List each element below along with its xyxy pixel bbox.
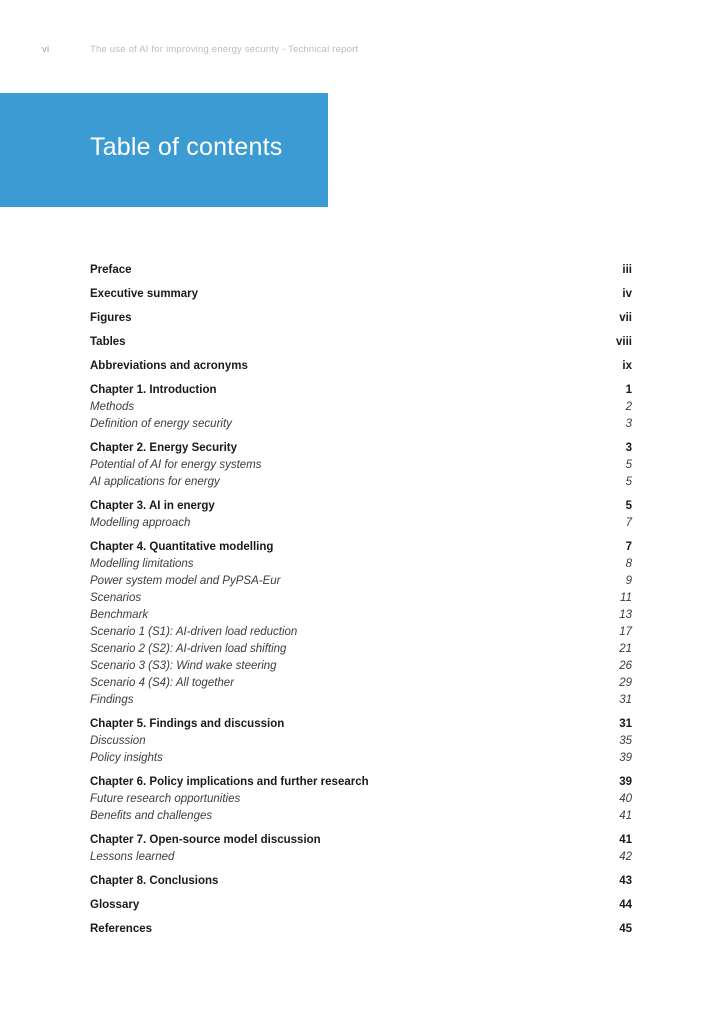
toc-entry-label: Abbreviations and acronyms — [90, 360, 248, 372]
table-of-contents — [90, 262, 632, 938]
toc-entry-label: Modelling limitations — [90, 558, 194, 570]
toc-entry-page: ix — [622, 360, 632, 372]
toc-entry-page: 5 — [625, 459, 632, 471]
toc-entry-label: Policy insights — [90, 752, 163, 764]
toc-entry-label: Lessons learned — [90, 851, 175, 863]
toc-entry — [90, 573, 632, 590]
toc-entry-page: 44 — [619, 899, 632, 911]
page-folio: vi — [42, 44, 50, 55]
toc-entry-page: 5 — [625, 500, 632, 512]
toc-entry-page: iv — [622, 288, 632, 300]
toc-entry-page: 1 — [625, 384, 632, 396]
toc-entry — [90, 515, 632, 532]
toc-entry — [90, 457, 632, 474]
toc-entry-label: AI applications for energy — [90, 476, 220, 488]
toc-entry-page: 7 — [625, 517, 632, 529]
toc-entry — [90, 358, 632, 375]
toc-entry-page: 7 — [625, 541, 632, 553]
toc-entry — [90, 641, 632, 658]
toc-entry-page: 2 — [625, 401, 632, 413]
toc-entry-page: 31 — [619, 718, 632, 730]
toc-entry-page: iii — [622, 264, 632, 276]
toc-entry-label: Definition of energy security — [90, 418, 232, 430]
toc-entry-page: 21 — [619, 643, 632, 655]
toc-entry-page: 17 — [619, 626, 632, 638]
toc-entry-label: Scenarios — [90, 592, 142, 604]
toc-entry-label: Potential of AI for energy systems — [90, 459, 262, 471]
toc-entry — [90, 539, 632, 556]
toc-entry-page: vii — [619, 312, 632, 324]
toc-entry-page: 35 — [619, 735, 632, 747]
toc-entry — [90, 607, 632, 624]
toc-entry-page: viii — [616, 336, 632, 348]
toc-entry-page: 40 — [619, 793, 632, 805]
running-header-title: The use of AI for improving energy security - Technical report — [90, 44, 359, 55]
toc-entry — [90, 849, 632, 866]
toc-entry-label: Chapter 7. Open-source model discussion — [90, 834, 321, 846]
toc-entry — [90, 750, 632, 767]
toc-entry-label: Chapter 8. Conclusions — [90, 875, 219, 887]
toc-entry — [90, 416, 632, 433]
toc-entry — [90, 658, 632, 675]
toc-entry — [90, 334, 632, 351]
toc-entry — [90, 556, 632, 573]
toc-entry-label: Executive summary — [90, 288, 199, 300]
toc-entry-page: 9 — [625, 575, 632, 587]
toc-entry-label: Future research opportunities — [90, 793, 241, 805]
toc-entry — [90, 873, 632, 890]
toc-entry — [90, 624, 632, 641]
toc-entry — [90, 498, 632, 515]
toc-entry — [90, 897, 632, 914]
toc-entry-page: 43 — [619, 875, 632, 887]
toc-entry — [90, 382, 632, 399]
toc-entry — [90, 716, 632, 733]
toc-entry — [90, 590, 632, 607]
toc-entry-label: Power system model and PyPSA-Eur — [90, 575, 281, 587]
toc-entry-label: Scenario 4 (S4): All together — [90, 677, 235, 689]
toc-entry-page: 13 — [619, 609, 632, 621]
toc-entry-label: Chapter 6. Policy implications and further research — [90, 776, 369, 788]
toc-entry — [90, 675, 632, 692]
toc-entry-label: Scenario 1 (S1): AI-driven load reduction — [90, 626, 298, 638]
toc-entry-page: 39 — [619, 776, 632, 788]
toc-entry-page: 31 — [619, 694, 632, 706]
toc-entry-label: Benchmark — [90, 609, 149, 621]
toc-entry — [90, 832, 632, 849]
toc-entry — [90, 692, 632, 709]
toc-entry-label: Figures — [90, 312, 132, 324]
toc-entry-label: Modelling approach — [90, 517, 191, 529]
toc-entry-label: Benefits and challenges — [90, 810, 213, 822]
toc-entry-label: Scenario 2 (S2): AI-driven load shifting — [90, 643, 287, 655]
toc-entry-page: 42 — [619, 851, 632, 863]
toc-entry-page: 39 — [619, 752, 632, 764]
page-title: Table of contents — [90, 133, 283, 161]
toc-entry-page: 3 — [625, 418, 632, 430]
toc-entry-label: Glossary — [90, 899, 140, 911]
toc-entry-label: Chapter 4. Quantitative modelling — [90, 541, 274, 553]
toc-entry-label: References — [90, 923, 153, 935]
toc-entry-page: 41 — [619, 810, 632, 822]
toc-entry-label: Discussion — [90, 735, 146, 747]
toc-banner — [0, 93, 328, 207]
toc-entry-page: 45 — [619, 923, 632, 935]
toc-entry — [90, 791, 632, 808]
toc-entry — [90, 286, 632, 303]
toc-entry — [90, 474, 632, 491]
toc-entry-label: Scenario 3 (S3): Wind wake steering — [90, 660, 277, 672]
toc-entry-page: 26 — [619, 660, 632, 672]
toc-entry — [90, 774, 632, 791]
toc-entry-page: 8 — [625, 558, 632, 570]
toc-entry-page: 3 — [625, 442, 632, 454]
toc-entry-label: Chapter 5. Findings and discussion — [90, 718, 285, 730]
toc-entry — [90, 399, 632, 416]
toc-entry — [90, 921, 632, 938]
toc-entry-page: 41 — [619, 834, 632, 846]
toc-entry-label: Findings — [90, 694, 134, 706]
toc-entry-label: Preface — [90, 264, 132, 276]
toc-entry-label: Chapter 1. Introduction — [90, 384, 217, 396]
toc-entry — [90, 808, 632, 825]
toc-entry-label: Chapter 2. Energy Security — [90, 442, 237, 454]
toc-entry-label: Chapter 3. AI in energy — [90, 500, 215, 512]
toc-entry-label: Tables — [90, 336, 126, 348]
toc-entry — [90, 440, 632, 457]
toc-entry-page: 11 — [620, 592, 632, 604]
toc-entry-label: Methods — [90, 401, 135, 413]
toc-entry — [90, 310, 632, 327]
toc-entry — [90, 262, 632, 279]
toc-entry-page: 29 — [619, 677, 632, 689]
toc-entry — [90, 733, 632, 750]
toc-entry-page: 5 — [625, 476, 632, 488]
